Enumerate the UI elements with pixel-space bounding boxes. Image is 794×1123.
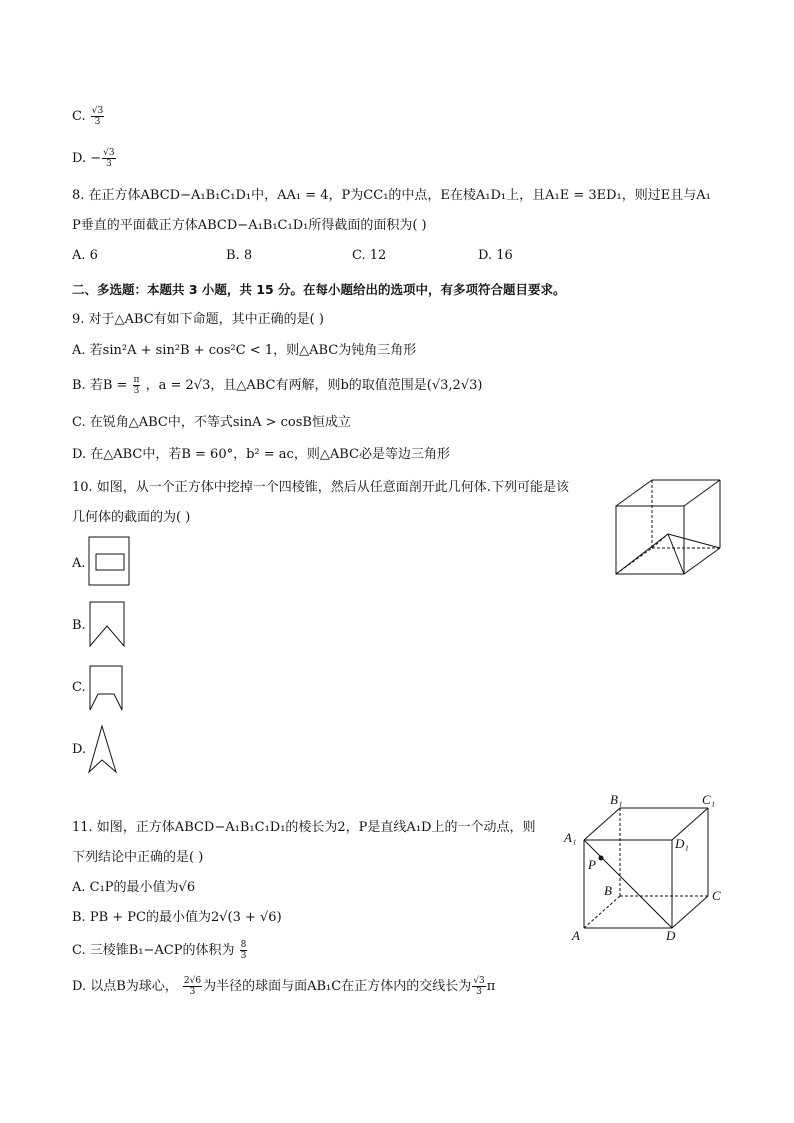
q10-cube-with-pyramid-figure bbox=[612, 478, 722, 578]
q8-option-d: D. 16 bbox=[478, 248, 513, 263]
q11-d-fraction-radius: $\frac{2√6}{3}$ bbox=[183, 976, 202, 997]
diagonal-a1d bbox=[584, 840, 672, 928]
cube-front-face bbox=[616, 506, 684, 574]
q10-option-c-label: C. bbox=[72, 680, 86, 695]
q8-option-a: A. 6 bbox=[72, 248, 98, 263]
label-c1: C₁ bbox=[702, 792, 716, 807]
label-c: C bbox=[712, 888, 721, 903]
q9-option-c: C. 在锐角△ABC中，不等式sinA > cosB恒成立 bbox=[72, 415, 351, 430]
q11-cube-figure bbox=[560, 790, 740, 950]
q10-option-a-figure bbox=[88, 536, 132, 588]
label-p: P bbox=[588, 857, 596, 872]
q11-stem-line1: 11. 如图，正方体ABCD−A₁B₁C₁D₁的棱长为2，P是直线A₁D上的一个动点，则 bbox=[72, 820, 536, 835]
q11-option-a: A. C₁P的最小值为√6 bbox=[72, 880, 196, 895]
q11-stem-line2: 下列结论中正确的是( ) bbox=[72, 850, 204, 865]
q10-option-a-label: A. bbox=[72, 556, 86, 571]
q10-option-d-figure bbox=[88, 724, 122, 776]
q10-option-b-label: B. bbox=[72, 618, 86, 633]
q11-option-d: D. 以点B为球心， $\frac{2√6}{3}$ 为半径的球面与面AB₁C在正方体内的交线长为 $\frac{√3}{3}$ π bbox=[72, 976, 496, 997]
q7-option-d: D. − $\frac{√3}{3}$ bbox=[72, 148, 115, 169]
point-p bbox=[599, 856, 604, 861]
q7-c-fraction: $\frac{√3}{3}$ bbox=[91, 106, 104, 127]
q9-option-a: A. 若sin²A + sin²B + cos²C < 1，则△ABC为钝角三角形 bbox=[72, 343, 417, 358]
q10-option-c-figure bbox=[88, 664, 128, 716]
label-a: A bbox=[572, 928, 580, 943]
q10-stem-line1: 10. 如图，从一个正方体中挖掉一个四棱锥，然后从任意面剖开此几何体.下列可能是该 bbox=[72, 480, 569, 495]
q8-option-b: B. 8 bbox=[226, 248, 253, 263]
q11-d-fraction-length: $\frac{√3}{3}$ bbox=[473, 976, 485, 997]
label-a1: A₁ bbox=[564, 830, 577, 845]
q8-option-c: C. 12 bbox=[352, 248, 387, 263]
q10-option-d-label: D. bbox=[72, 742, 87, 757]
label-d1: D₁ bbox=[675, 836, 689, 851]
q11-option-b: B. PB + PC的最小值为2√(3 + √6) bbox=[72, 910, 282, 925]
q8-stem-line1: 8. 在正方体ABCD−A₁B₁C₁D₁中，AA₁ = 4，P为CC₁的中点，E在棱A₁D₁上，且A₁E = 3ED₁，则过E且与A₁ bbox=[72, 188, 711, 203]
q8-stem-line2: P垂直的平面截正方体ABCD−A₁B₁C₁D₁所得截面的面积为( ) bbox=[72, 218, 427, 233]
q7-option-c: C. $\frac{√3}{3}$ bbox=[72, 106, 104, 127]
q7-d-fraction: $\frac{√3}{3}$ bbox=[103, 148, 115, 169]
q9-b-fraction: $\frac{\pi}{3}$ bbox=[133, 375, 140, 396]
q10-option-b-figure bbox=[88, 600, 128, 652]
q9-option-b: B. 若B = $\frac{\pi}{3}$ ，a = 2√3，且△ABC有两解，则b的取值范围是(√3,2√3) bbox=[72, 375, 483, 396]
q9-option-d: D. 在△ABC中，若B = 60°，b² = ac，则△ABC必是等边三角形 bbox=[72, 447, 450, 462]
q10-stem-line2: 几何体的截面的为( ) bbox=[72, 510, 191, 525]
section-heading: 二、多选题：本题共 3 小题，共 15 分。在每小题给出的选项中，有多项符合题目要求。 bbox=[72, 282, 566, 297]
label-b1: B₁ bbox=[610, 792, 623, 807]
q11-option-c: C. 三棱锥B₁−ACP的体积为 $\frac{8}{3}$ bbox=[72, 940, 247, 961]
label-d: D bbox=[666, 928, 676, 943]
label-b: B bbox=[604, 883, 612, 898]
q11-c-fraction: $\frac{8}{3}$ bbox=[240, 940, 247, 961]
q9-stem: 9. 对于△ABC有如下命题，其中正确的是( ) bbox=[72, 312, 324, 327]
